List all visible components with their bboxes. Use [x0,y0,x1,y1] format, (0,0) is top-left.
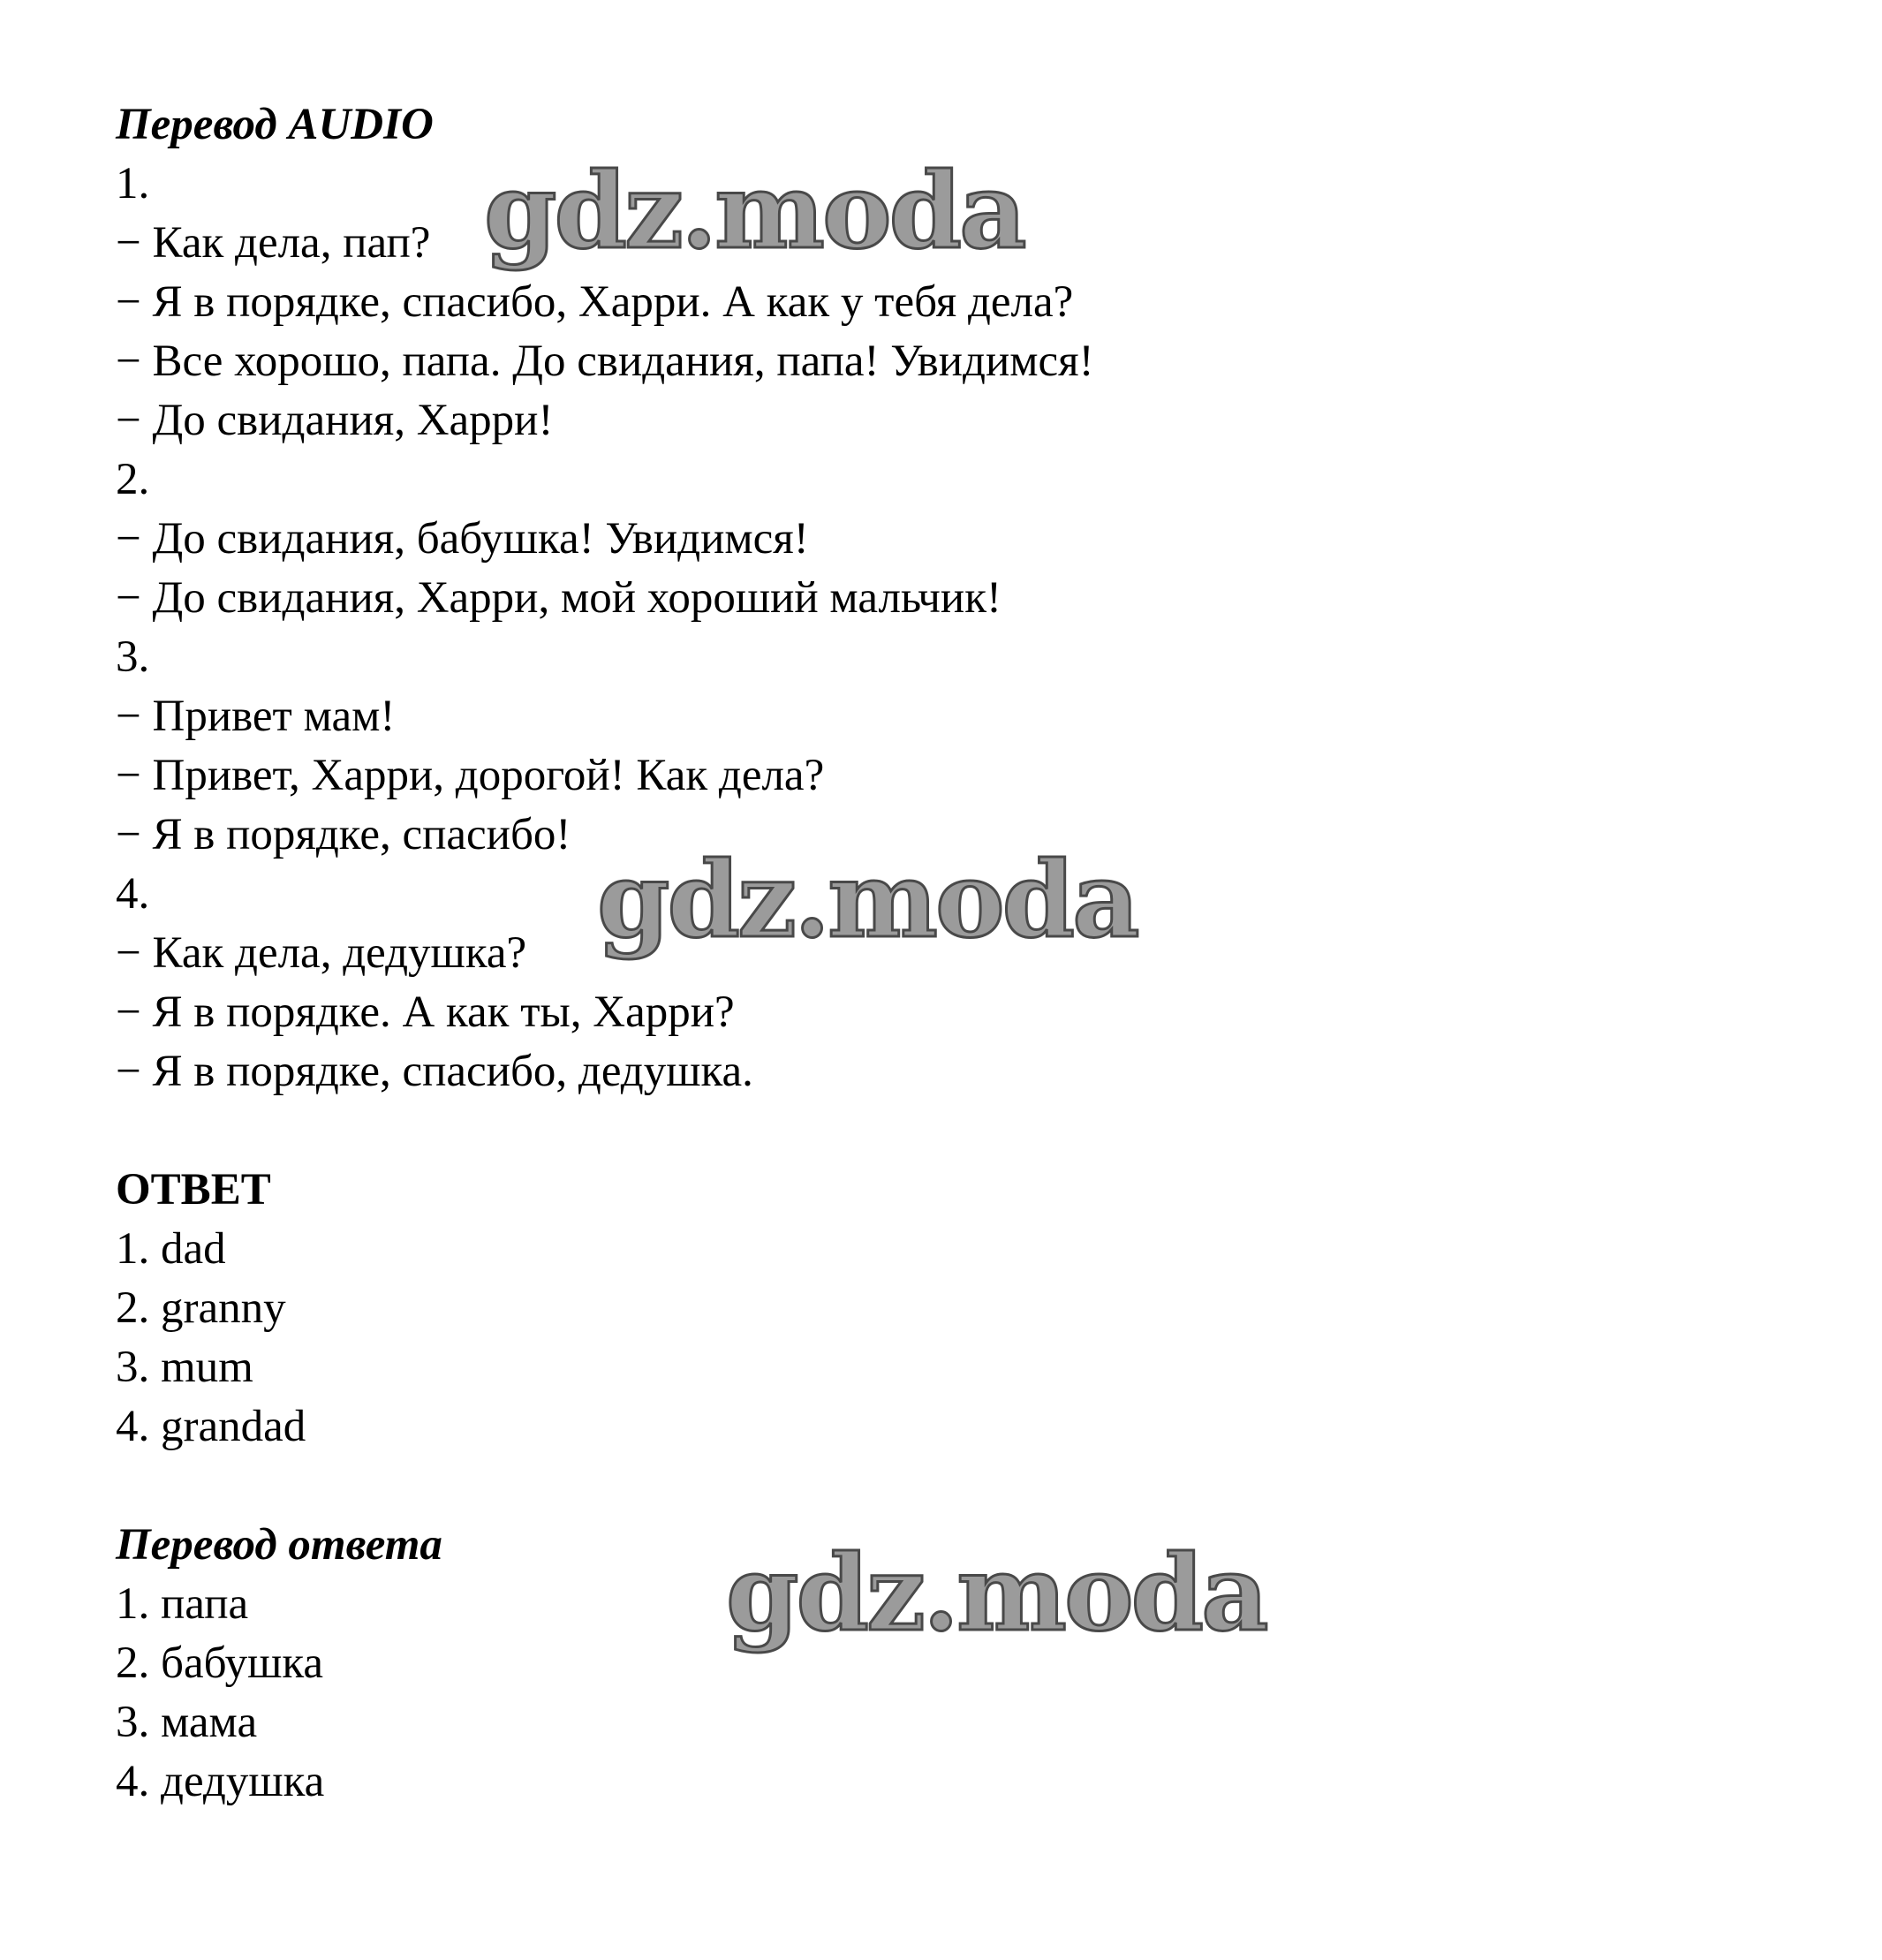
audio-line: − Как дела, пап? [116,218,431,268]
audio-line: 3. [116,632,150,682]
audio-line: 4. [116,869,150,919]
translation-heading: Перевод ответа [116,1520,442,1570]
audio-line: − Привет мам! [116,692,396,741]
audio-heading: Перевод AUDIO [116,100,434,149]
audio-line: − Привет, Харри, дорогой! Как дела? [116,751,825,800]
audio-line: − Я в порядке, спасибо! [116,810,571,859]
answer-line: 2. granny [116,1283,286,1333]
audio-line: − Я в порядке, спасибо, Харри. А как у тебя дела? [116,277,1074,327]
audio-line: − До свидания, бабушка! Увидимся! [116,514,809,564]
answer-line: 3. mum [116,1343,253,1392]
audio-line: − До свидания, Харри! [116,396,554,445]
translation-line: 1. папа [116,1579,249,1629]
watermark: gdz.moda [484,149,1024,272]
translation-line: 3. мама [116,1698,258,1747]
translation-line: 4. дедушка [116,1757,325,1806]
audio-line: 2. [116,455,150,504]
audio-line: 1. [116,159,150,208]
translation-line: 2. бабушка [116,1638,324,1688]
audio-line: − Я в порядке, спасибо, дедушка. [116,1047,753,1096]
audio-line: − До свидания, Харри, мой хороший мальчик! [116,573,1001,623]
answer-line: 4. grandad [116,1402,306,1451]
section-gap [116,1101,1794,1161]
watermark: gdz.moda [726,1532,1266,1654]
section-gap [116,1457,1794,1516]
answer-heading: ОТВЕТ [116,1165,271,1215]
audio-line: − Все хорошо, папа. До свидания, папа! Увидимся! [116,337,1094,386]
answer-line: 1. dad [116,1224,226,1274]
audio-line: − Как дела, дедушка? [116,928,527,978]
audio-line: − Я в порядке. А как ты, Харри? [116,988,735,1037]
watermark: gdz.moda [597,838,1138,961]
